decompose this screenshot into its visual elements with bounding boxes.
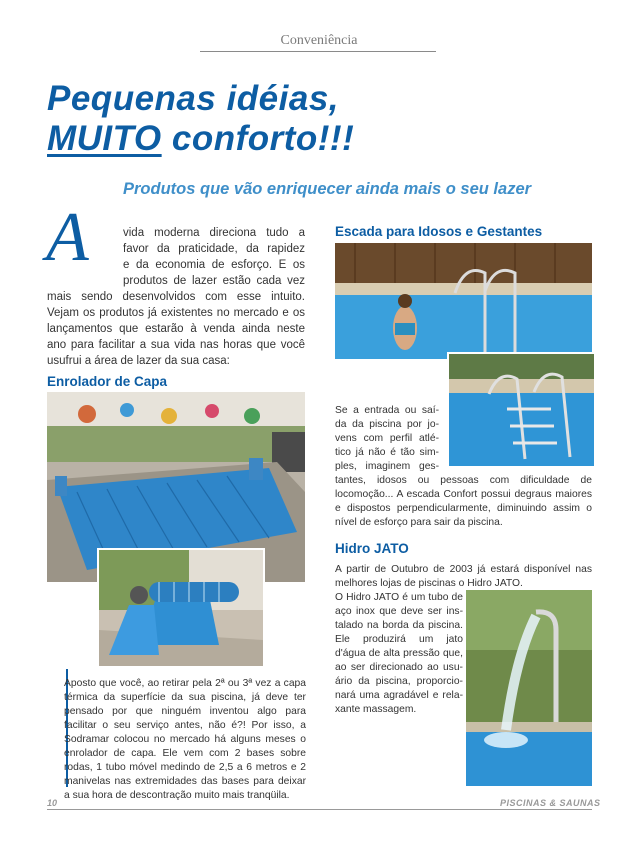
hidro-line-4: Ele produzirá um jato (335, 634, 463, 645)
escada-title: Escada para Idosos e Gestantes (335, 224, 543, 239)
subheadline: Produtos que vão enriquecer ainda mais o seu lazer (123, 180, 532, 198)
section-label: Conveniência (280, 33, 358, 48)
drop-cap: A (46, 199, 89, 276)
enrolador-title: Enrolador de Capa (47, 374, 168, 389)
escada-text: tantes, idosos ou pessoas com dificuldade de locomoção... A escada Confort possui degraus maiores e dispostos perpendicularmente, diminuindo assim o nível de esforço para sair da piscina. (335, 475, 592, 528)
hidro-line-7: ário da piscina, proporcio- (335, 676, 463, 687)
intro-line-1: vida moderna direciona tudo a (123, 227, 305, 239)
ladder-steps-photo (447, 352, 596, 468)
intro-line-4: produtos de lazer estão cada vez (123, 275, 305, 287)
hidro-line-1: O Hidro JATO é um tubo de (335, 592, 463, 603)
hidro-line-5: d'água de alta pressão que, (335, 648, 463, 659)
escada-text-beside (335, 404, 439, 474)
water-jet-photo (466, 590, 592, 786)
hidro-intro: A partir de Outubro de 2003 já estará disponível nas melhores lojas de piscinas o Hidro JATO. (335, 564, 592, 589)
headline-line-2 (47, 119, 354, 159)
magazine-name: PISCINAS & SAUNAS (500, 798, 601, 808)
pool-ladder-photo (335, 243, 592, 359)
section-divider (200, 51, 436, 52)
intro-indented (123, 225, 305, 289)
escada-line-5: ples, imaginem ges- (335, 461, 439, 472)
hidro-title: Hidro JATO (335, 541, 409, 556)
cover-reel-photo (97, 548, 265, 668)
intro-line-2: favor da praticidade, da rapidez (123, 243, 305, 255)
headline-emphasis: MUITO (47, 119, 162, 158)
hidro-line-9: xante massagem. (335, 704, 417, 715)
escada-line-4: tico já não é tão sim- (335, 447, 439, 458)
hidro-text-beside (335, 591, 463, 717)
enrolador-caption: Aposto que você, ao retirar pela 2ª ou 3ª vez a capa térmica da superfície da sua piscina, já deve ter pensado por que ninguém inventou algo para facilitar o seu serviço antes, não é?! Por isso, a Sodramar colocou no mercado há alguns meses o enrolador de capa. Ele vem com 2 bases sobre rodas, 1 tubo móvel medindo de 2,5 a 6 metros e 2 manivelas nas extremidades das bases para deixar a sua hora de descontração muito mais tranqüila. (64, 678, 306, 801)
hidro-line-8: nará uma agradável e rela- (335, 690, 463, 701)
footer-divider (47, 809, 592, 810)
intro-line-3: e da economia de esforço. E os (123, 259, 305, 271)
headline-rest: conforto!!! (161, 119, 355, 158)
escada-line-3: vens com perfil atlé- (335, 433, 439, 444)
intro-paragraph: mais sendo desenvolvidos com esse intuito. Vejam os produtos já existentes no mercado e os lançamentos que estarão à venda ainda neste ano para facilitar a sua vida nas horas que você usufrui a área de lazer da sua casa: (47, 291, 305, 367)
page-number: 10 (47, 798, 58, 808)
hidro-line-6: ao ser direcionado ao usu- (335, 662, 463, 673)
hidro-line-3: talado na borda da piscina. (335, 620, 463, 631)
escada-line-1: Se a entrada ou saí- (335, 405, 439, 416)
headline (47, 79, 354, 159)
escada-line-2: da da piscina por jo- (335, 419, 439, 430)
hidro-line-2: aço inox que deve ser ins- (335, 606, 463, 617)
headline-line-1: Pequenas idéias, (47, 79, 340, 118)
